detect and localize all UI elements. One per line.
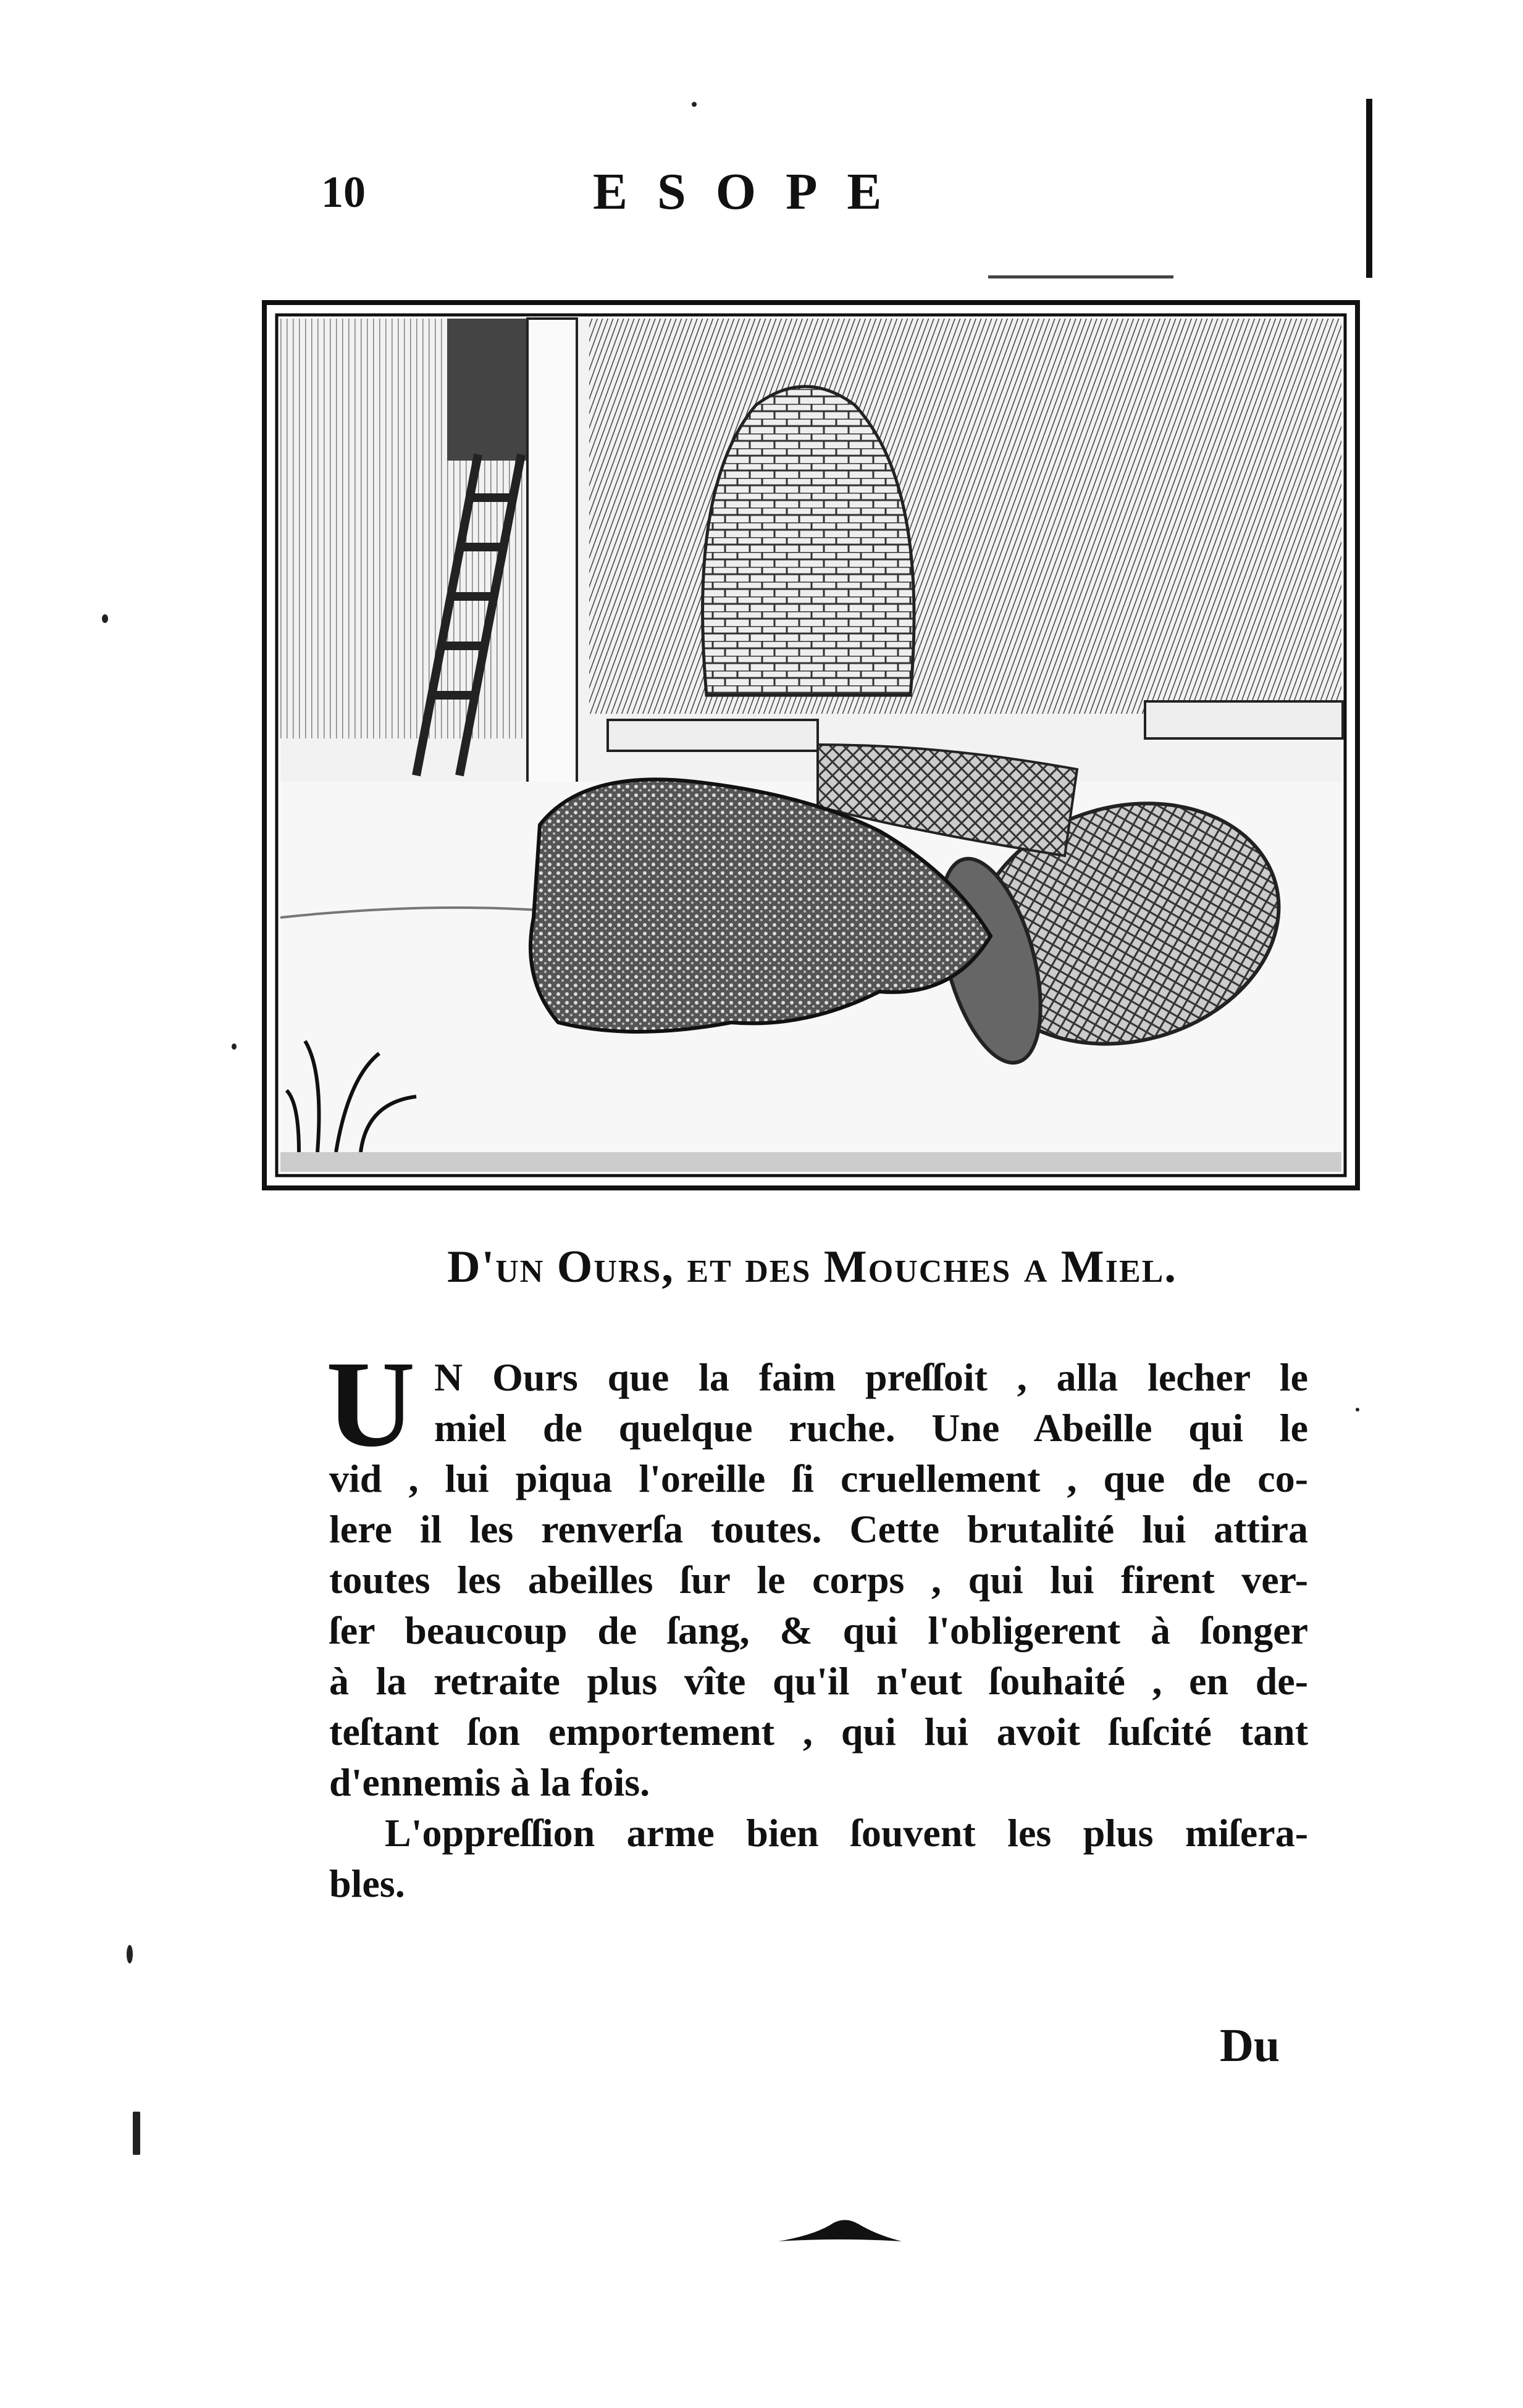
fable-text [329,1352,1308,1909]
running-title: ESOPE [593,163,912,220]
tail-ornament-icon [778,2217,902,2247]
page-edge-smudge [988,275,1173,278]
moral-line: bles. [329,1862,405,1905]
speck [127,1945,133,1963]
text-line: N Ours que la faim preſſoit , alla lecher le [434,1355,1308,1399]
text-line: miel de quelque ruche. Une Abeille qui le [434,1406,1308,1450]
engraving-illustration [262,300,1360,1190]
text-line: teſtant ſon emportement , qui lui avoit ſuſcité tant [329,1710,1308,1754]
text-line: à la retraite plus vîte qu'il n'eut ſouhaité , en de- [329,1659,1308,1703]
drop-cap: U [326,1336,416,1473]
speck [232,1043,237,1050]
text-line: vid , lui piqua l'oreille ſi cruellement , que de co- [329,1457,1308,1500]
text-line: toutes les abeilles ſur le corps , qui lui firent ver- [329,1558,1308,1602]
page-number: 10 [321,167,366,217]
speck [692,102,697,107]
speck [102,614,108,623]
text-line: ſer beaucoup de ſang, & qui l'obligerent à ſonger [329,1608,1308,1652]
text-line: lere il les renverſa toutes. Cette brutalité lui attira [329,1507,1308,1551]
page-edge-line [1366,99,1372,278]
text-line: d'ennemis à la fois. [329,1760,650,1804]
fable-title: D'un Ours, et des Mouches a Miel. [447,1242,1177,1292]
moral-line: L'oppreſſion arme bien ſouvent les plus miſera- [385,1811,1308,1855]
speck [133,2112,140,2155]
catchword: Du [1220,2020,1280,2071]
speck [1356,1408,1359,1411]
